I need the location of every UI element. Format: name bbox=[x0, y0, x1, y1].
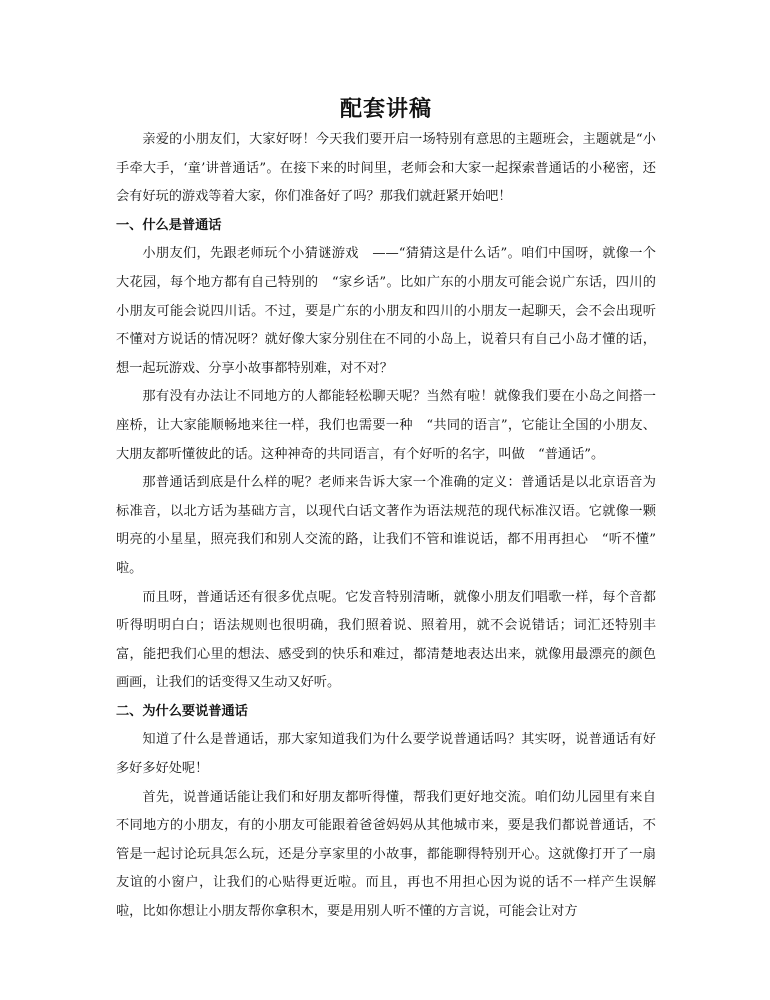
paragraph: 而且呀，普通话还有很多优点呢。它发音特别清晰，就像小朋友们唱歌一样，每个音都听得明明白白；语法规则也很明确，我们照着说、照着用，就不会说错话；词汇还特别丰富，能把我们心里的想法、感受到的快乐和难过，都清楚地表达出来，就像用最漂亮的颜色画画，让我们的话变得又生动又好听。 bbox=[116, 589, 656, 691]
section-heading-2-text: 二、为什么要说普通话 bbox=[116, 703, 248, 719]
paragraph: 那有没有办法让不同地方的人都能轻松聊天呢？当然有啦！就像我们要在小岛之间搭一座桥，让大家能顺畅地来往一样，我们也需要一种 “共同的语言”，它能让全国的小朋友、大朋友都听懂彼此的话。这种神奇的共同语言，有个好听的名字，叫做 “普通话”。 bbox=[116, 389, 656, 462]
paragraph: 首先，说普通话能让我们和好朋友都听得懂，帮我们更好地交流。咱们幼儿园里有来自不同地方的小朋友，有的小朋友可能跟着爸爸妈妈从其他城市来，要是我们都说普通话，不管是一起讨论玩具怎么玩，还是分享家里的小故事，都能聊得特别开心。这就像打开了一扇友谊的小窗户，让我们的心贴得更近啦。而且，再也不用担心因为说的话不一样产生误解啦，比如你想让小朋友帮你拿积木，要是用别人听不懂的方言说，可能会让对方 bbox=[116, 789, 656, 920]
paragraph: 那普通话到底是什么样的呢？老师来告诉大家一个准确的定义：普通话是以北京语音为标准音，以北方话为基础方言，以现代白话文著作为语法规范的现代标准汉语。它就像一颗明亮的小星星，照亮我们和别人交流的路，让我们不管和谁说话，都不用再担心 “听不懂” 啦。 bbox=[116, 475, 670, 576]
document-body bbox=[116, 126, 670, 927]
document-title: 配套讲稿 bbox=[339, 96, 432, 122]
paragraph: 知道了什么是普通话，那大家知道我们为什么要学说普通话吗？其实呀，说普通话有好多好多好处呢！ bbox=[116, 732, 656, 777]
section-heading-2 bbox=[116, 698, 656, 727]
section-heading-1 bbox=[116, 212, 656, 241]
paragraph: 小朋友们，先跟老师玩个小猜谜游戏 ——“猜猜这是什么话”。咱们中国呀，就像一个大花园，每个地方都有自己特别的 “家乡话”。比如广东的小朋友可能会说广东话，四川的小朋友可能会说四川话。不过，要是广东的小朋友和四川的小朋友一起聊天，会不会出现听不懂对方说话的情况呀？就好像大家分别住在不同的小岛上，说着只有自己小岛才懂的话，想一起玩游戏、分享小故事都特别难，对不对？ bbox=[116, 246, 656, 376]
paragraph-intro: 亲爱的小朋友们，大家好呀！今天我们要开启一场特别有意思的主题班会，主题就是“小手牵大手，‘童’讲普通话”。在接下来的时间里，老师会和大家一起探索普通话的小秘密，还会有好玩的游戏等着大家，你们准备好了吗？那我们就赶紧开始吧！ bbox=[116, 132, 656, 205]
document-page bbox=[116, 0, 670, 927]
section-heading-1-text: 一、什么是普通话 bbox=[116, 217, 222, 233]
